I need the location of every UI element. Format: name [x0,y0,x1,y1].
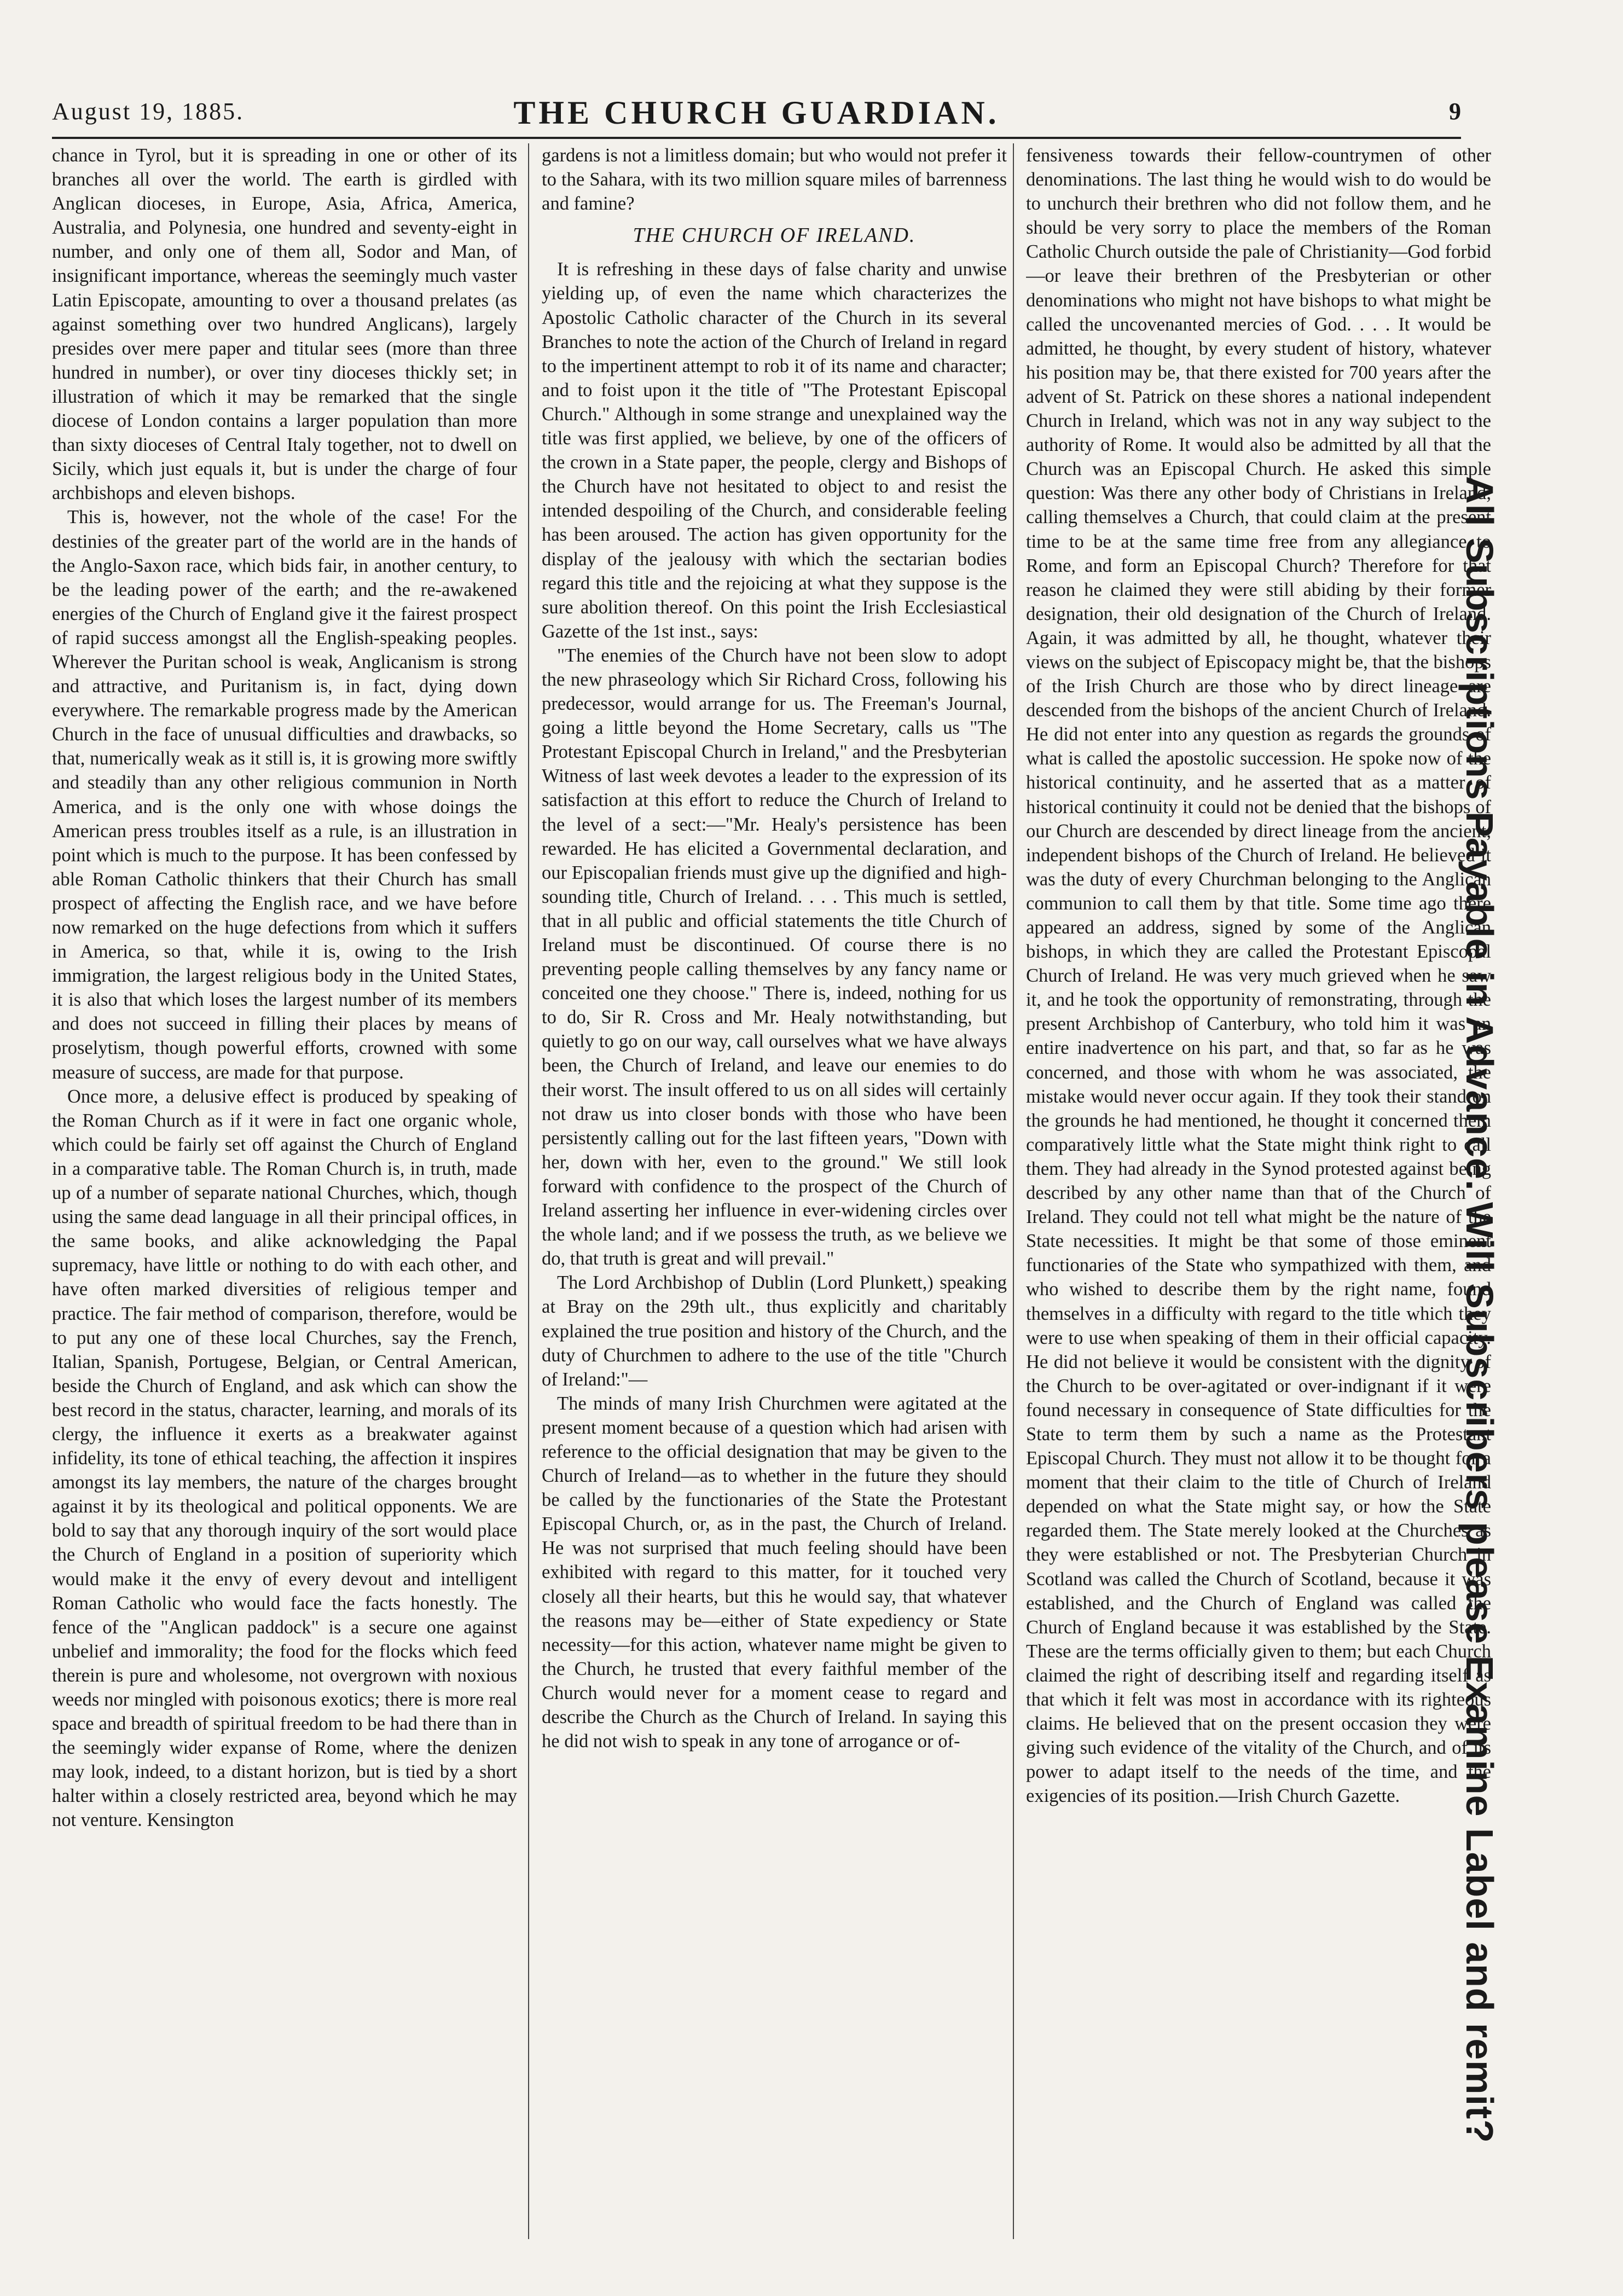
section-heading: THE CHURCH OF IRELAND. [633,224,916,247]
page-number: 9 [1449,98,1461,125]
subscription-notice [1458,476,1554,2144]
column-divider [528,143,529,2239]
newspaper-title: THE CHURCH GUARDIAN. [513,95,1000,131]
paragraph: This is, however, not the whole of the case! For the destinies of the greater part of the world are in the hands of the Anglo-Saxon race, which bids fair, in another century, to be the leading power of the earth; and the re-awakened energies of the Church of England give it the fairest prospect of rapid success amongst all the English-speaking peoples. Wherever the Puritan school is weak, Anglicanism is strong and attractive, and Puritanism is, in fact, dying down everywhere. The remarkable progress made by the American Church in the face of unusual difficulties and drawbacks, so that, numerically weak as it still is, it is growing more swiftly and steadily than any other religious communion in North America, and is the only one with whose doings the American press troubles itself as a rule, is an illustration in point which is much to the purpose. It has been confessed by able Roman Catholic thinkers that their Church has small prospect of affecting the English race, and we have before now remarked on the huge defections from which it suffers in America, so that, while it is, owing to the Irish immigration, the largest religious body in the United States, it is also that which loses the largest number of its members and does not succeed in filling their places by means of proselytism, though powerful efforts, crowned with some measure of success, are made for that purpose. [52,507,517,1083]
paragraph: gardens is not a limitless domain; but who would not prefer it to the Sahara, with its two million square miles of barrenness and famine? [542,145,1007,214]
column-divider [1013,143,1014,2239]
issue-date: August 19, 1885. [52,98,245,125]
paragraph: fensiveness towards their fellow-countrymen of other denominations. The last thing he would wish to do would be to unchurch their brethren who did not follow them, and he should be very sorry to place the members of the Roman Catholic Church outside the pale of Christianity—God forbid—or leave their brethren of the Presbyterian or other denominations who might not have bishops to what might be called the uncovenanted mercies of God. . . . It would be admitted, he thought, by every student of history, whatever his position may be, that there existed for 700 years after the advent of St. Patrick on these shores a national independent Church in Ireland, which was not in any way subject to the authority of Rome. It would also be admitted by all that the Church was an Episcopal Church. He asked this simple question: Was there any other body of Christians in Ireland, calling themselves a Church, that could claim at the present time to be at the same time free from any allegiance to Rome, and form an Episcopal Church? Therefore for that reason he claimed they were still abiding by their former designation, their old designation of the Church of Ireland. Again, it was admitted by all, he thought, whatever their views on the subject of Episcopacy might be, that the bishops of the Irish Church are those who by direct lineage are descended from the bishops of the ancient Church of Ireland. He did not enter into any question as regards the grounds of what is called the apostolic succession. He spoke now of the historical continuity, and he asserted that as a matter of historical continuity it could not be denied that the bishops of our Church are descended by direct lineage from the ancient, independent bishops of the Church of Ireland. He believed it was the duty of every Churchman belonging to the Anglican communion to call them by that title. Some time ago there appeared an address, signed by some of the Anglican bishops, in which they are called the Protestant Episcopal Church of Ireland. He was very much grieved when he saw it, and he took the opportunity of remonstrating, through the present Archbishop of Canterbury, who told him it was an entire inadvertence on his part, and that, so far as he was concerned, and those with whom he was associated, the mistake would never occur again. If they took their stand on the grounds he had mentioned, he thought it concerned them comparatively little what the State might think right to call them. They had already in the Synod protested against being described by any other name than that of the Church of Ireland. They could not tell what might be the nature of the State necessities. It might be that some of those eminent functionaries of the State who sympathized with them, and who wished to describe them by the right name, found themselves in a difficulty with regard to the title which they were to use when speaking of them in their official capacity. He did not believe it would be consistent with the dignity of the Church to be over-agitated or over-indignant if it were found necessary in consequence of State difficulties for the State to term them by such a name as the Protestant Episcopal Church. They must not allow it to be thought for a moment that their claim to the title of Church of Ireland depended on what the State might say, or how the State regarded them. The State merely looked at the Churches as they were established or not. The Presbyterian Church in Scotland was called the Church of Scotland, because it was established, and the Church of England was called the Church of England because it was established by the State. These are the terms officially given to them; but each Church claimed the right of describing itself and regarding itself as that which it felt was most in accordance with its righteous claims. He believed that on the present occasion they were giving such evidence of the vitality of the Church, and of its power to adapt itself to the needs of the time, and the exigencies of its position.—Irish Church Gazette. [1026,145,1491,1807]
paragraph: chance in Tyrol, but it is spreading in one or other of its branches all over the world. The earth is girdled with Anglican dioceses, in Europe, Asia, Africa, America, Australia, and Polynesia, one hundred and seventy-eight in number, and only one of them all, Sodor and Man, of insignificant importance, whereas the seemingly much vaster Latin Episcopate, amounting to over a thousand prelates (as against something over two hundred Anglicans), largely presides over mere paper and titular sees (more than three hundred in number), or over tiny dioceses thickly set; in illustration of which it may be remarked that the single diocese of London contains a larger population than more than sixty dioceses of Central Italy together, not to dwell on Sicily, which just equals it, but is under the charge of four archbishops and eleven bishops. [52,145,517,504]
paragraph: The Lord Archbishop of Dublin (Lord Plunkett,) speaking at Bray on the 29th ult., thus explicitly and charitably explained the true position and history of the Church, and the duty of Churchmen to adhere to the use of the title "Church of Ireland:"— [542,1272,1007,1390]
article-column-2 [542,143,1007,2245]
masthead [52,94,1461,139]
article-column-3 [1026,143,1491,2245]
subscription-notice-text: All Subscriptions Payable in Advance. Will Subscribers please Examine Label and remit? [1458,476,1501,2144]
article-column-1 [52,143,517,2245]
paragraph: "The enemies of the Church have not been slow to adopt the new phraseology which Sir Richard Cross, following his predecessor, would arrange for us. The Freeman's Journal, going a little beyond the Home Secretary, calls us "The Protestant Episcopal Church in Ireland," and the Presbyterian Witness of last week devotes a leader to the expression of its satisfaction at this effort to reduce the Church of Ireland to the level of a sect:—"Mr. Healy's persistence has been rewarded. He has elicited a Governmental declaration, and our Episcopalian friends must give up the dignified and high-sounding title, Church of Ireland. . . . This much is settled, that in all public and official statements the title Church of Ireland must be discontinued. Of course there is no preventing people calling themselves by any fancy name or conceited one they choose." There is, indeed, nothing for us to do, Sir R. Cross and Mr. Healy notwithstanding, but quietly to go on our way, call ourselves what we have always been, the Church of Ireland, and leave our enemies to do their worst. The insult offered to us on all sides will certainly not draw us into closer bonds with those who have been persistently calling out for the last fifteen years, "Down with her, down with her, even to the ground." We still look forward with confidence to the prospect of the Church of Ireland asserting her influence in ever-widening circles over the whole land; and if we possess the truth, as we believe we do, that truth is great and will prevail." [542,645,1007,1269]
paragraph: Once more, a delusive effect is produced by speaking of the Roman Church as if it were in fact one organic whole, which could be fairly set off against the Church of England in a comparative table. The Roman Church is, in truth, made up of a number of separate national Churches, which, though using the same dead language in all their principal offices, in the same books, and alike acknowledging the Papal supremacy, have little or nothing to do with each other, and have often marked diversities of religious temper and practice. The fair method of comparison, therefore, would be to put any one of these local Churches, say the French, Italian, Spanish, Portugese, Belgian, or Central American, beside the Church of England, and ask which can show the best record in the status, character, learning, and morals of its clergy, the influence it exerts as a breakwater against infidelity, its tone of ethical teaching, the affection it inspires amongst its lay members, the nature of the charges brought against it by its theological and political opponents. We are bold to say that any thorough inquiry of the sort would place the Church of England in a position of superiority which would make it the envy of every devout and intelligent Roman Catholic who would face the facts honestly. The fence of the "Anglican paddock" is a secure one against unbelief and immorality; the food for the flocks which feed therein is pure and wholesome, not overgrown with noxious weeds nor mingled with poisonous exotics; there is more real space and breadth of spiritual freedom to be had there than in the seemingly wider expanse of Rome, where the denizen may look, indeed, to a distant horizon, but is tied by a short halter within a closely restricted area, beyond which he may not venture. Kensington [52,1086,517,1831]
paragraph: The minds of many Irish Churchmen were agitated at the present moment because of a question which had arisen with reference to the official designation that may be given to the Church of Ireland—as to whether in the future they should be called by the functionaries of the State the Protestant Episcopal Church, or, as in the past, the Church of Ireland. He was not surprised that much feeling should have been exhibited with regard to this matter, for it touched very closely all their hearts, but this he would say, that whatever the reasons may be—either of State expediency or State necessity—for this action, whatever name might be given to the Church, he trusted that every faithful member of the Church would never for a moment cease to regard and describe the Church as the Church of Ireland. In saying this he did not wish to speak in any tone of arrogance or of- [542,1393,1007,1752]
paragraph: It is refreshing in these days of false charity and unwise yielding up, of even the name which characterizes the Apostolic Catholic character of the Church in its several Branches to note the action of the Church of Ireland in regard to the impertinent attempt to rob it of its name and character; and to foist upon it the title of "The Protestant Episcopal Church." Although in some strange and unexplained way the title was first applied, we believe, by one of the officers of the crown in a State paper, the people, clergy and Bishops of the Church have not hesitated to object to and resist the intended despoiling of the Church, and considerable feeling has been aroused. The action has given opportunity for the display of the jealousy with which the sectarian bodies regard this title and the rejoicing at what they suppose is the sure abolition thereof. On this point the Irish Ecclesiastical Gazette of the 1st inst., says: [542,259,1007,642]
